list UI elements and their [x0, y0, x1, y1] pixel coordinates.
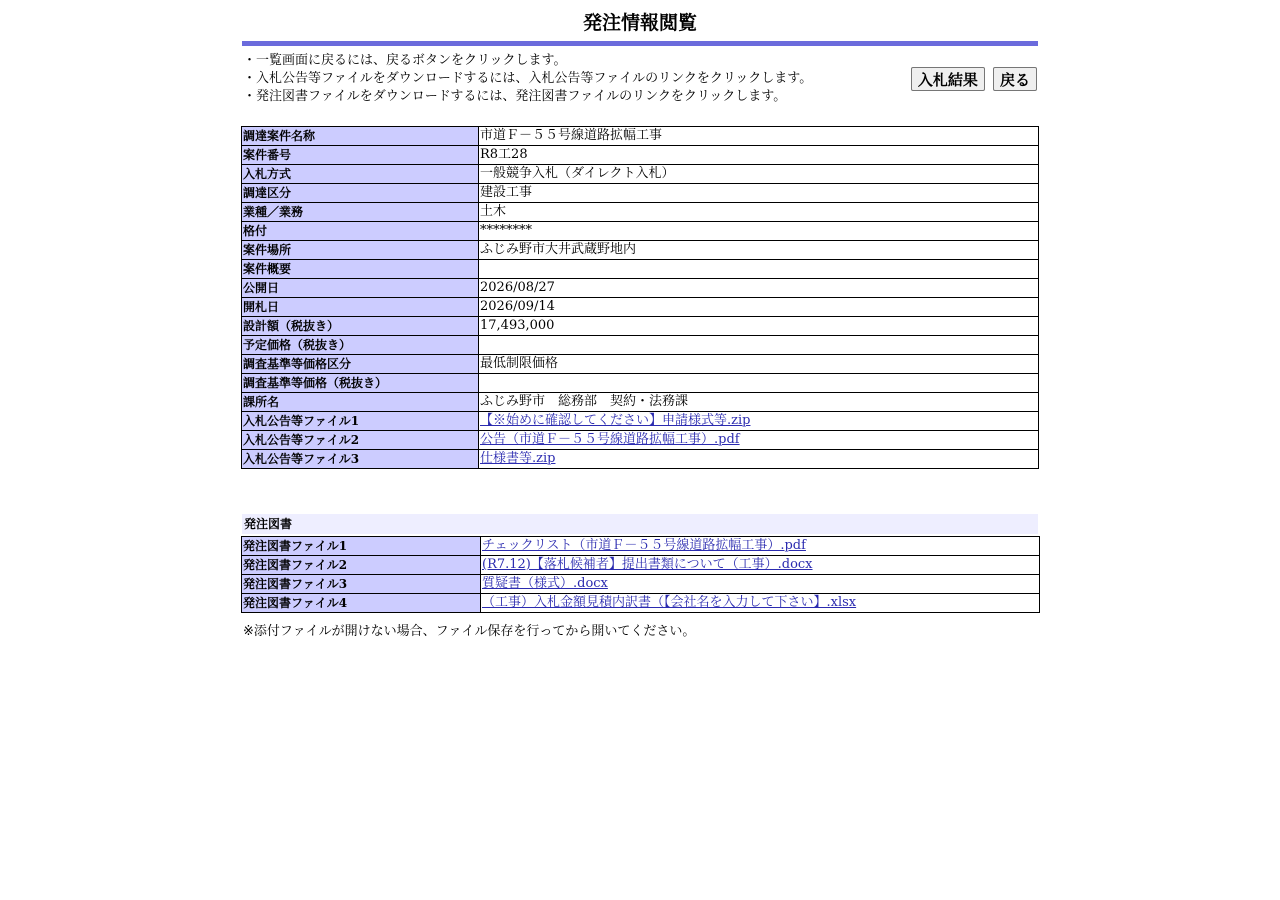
table-row	[242, 222, 1039, 241]
row-label: 予定価格（税抜き）	[242, 336, 479, 355]
case-info-table	[241, 126, 1039, 469]
row-label: 案件番号	[242, 146, 479, 165]
table-row	[242, 450, 1039, 469]
row-label: 調達案件名称	[242, 127, 479, 146]
row-label: 発注図書ファイル1	[242, 537, 481, 556]
table-row	[242, 431, 1039, 450]
table-row	[242, 260, 1039, 279]
row-label: 設計額（税抜き）	[242, 317, 479, 336]
row-label: 調達区分	[242, 184, 479, 203]
title-divider	[242, 41, 1038, 46]
row-value: 2026/08/27	[479, 279, 1039, 298]
row-label: 入札方式	[242, 165, 479, 184]
drawings-section-heading: 発注図書	[242, 514, 1038, 534]
row-label: 調査基準等価格（税抜き）	[242, 374, 479, 393]
row-label: 調査基準等価格区分	[242, 355, 479, 374]
row-value: ********	[479, 222, 1039, 241]
page-container	[241, 0, 1039, 639]
table-row	[242, 203, 1039, 222]
row-value	[479, 260, 1039, 279]
row-value	[479, 336, 1039, 355]
row-label: 開札日	[242, 298, 479, 317]
table-row	[242, 298, 1039, 317]
table-row	[242, 537, 1040, 556]
row-label: 業種／業務	[242, 203, 479, 222]
table-row	[242, 317, 1039, 336]
row-value: 2026/09/14	[479, 298, 1039, 317]
row-label: 入札公告等ファイル3	[242, 450, 479, 469]
row-value: 市道Ｆ－５５号線道路拡幅工事	[479, 127, 1039, 146]
row-value	[479, 374, 1039, 393]
row-label: 入札公告等ファイル1	[242, 412, 479, 431]
row-label: 発注図書ファイル4	[242, 594, 481, 613]
table-row	[242, 336, 1039, 355]
table-row	[242, 165, 1039, 184]
row-label: 課所名	[242, 393, 479, 412]
instructions	[243, 52, 812, 106]
back-button[interactable]: 戻る	[993, 67, 1037, 91]
row-label: 案件概要	[242, 260, 479, 279]
footer-note: ※添付ファイルが開けない場合、ファイル保存を行ってから開いてください。	[243, 624, 696, 639]
row-label: 格付	[242, 222, 479, 241]
table-row	[242, 374, 1039, 393]
row-value: 一般競争入札（ダイレクト入札）	[479, 165, 1039, 184]
row-label: 発注図書ファイル2	[242, 556, 481, 575]
drawings-table	[241, 536, 1040, 613]
action-buttons	[908, 67, 1037, 91]
drawing-file-link-4[interactable]: （工事）入札金額見積内訳書（【会社名を入力して下さい】.xlsx	[482, 595, 857, 610]
drawing-file-link-2[interactable]: (R7.12)【落札候補者】提出書類について（工事）.docx	[482, 557, 813, 572]
drawing-file-link-3[interactable]: 質疑書（様式）.docx	[482, 576, 608, 591]
row-value: 17,493,000	[479, 317, 1039, 336]
table-row	[242, 146, 1039, 165]
table-row	[242, 127, 1039, 146]
table-row	[242, 556, 1040, 575]
row-value: R8工28	[479, 146, 1039, 165]
row-label: 案件場所	[242, 241, 479, 260]
page-title: 発注情報閲覧	[582, 12, 697, 34]
row-value: 最低制限価格	[479, 355, 1039, 374]
row-label: 発注図書ファイル3	[242, 575, 481, 594]
notice-file-link-2[interactable]: 公告（市道Ｆ－５５号線道路拡幅工事）.pdf	[480, 432, 740, 447]
notice-file-link-1[interactable]: 【※始めに確認してください】申請様式等.zip	[480, 413, 751, 428]
table-row	[242, 184, 1039, 203]
bid-results-button[interactable]: 入札結果	[911, 67, 985, 91]
table-row	[242, 279, 1039, 298]
instruction-line: ・発注図書ファイルをダウンロードするには、発注図書ファイルのリンクをクリックします。	[243, 89, 787, 104]
row-label: 公開日	[242, 279, 479, 298]
table-row	[242, 575, 1040, 594]
row-value: ふじみ野市 総務部 契約・法務課	[479, 393, 1039, 412]
row-label: 入札公告等ファイル2	[242, 431, 479, 450]
table-row	[242, 241, 1039, 260]
table-row	[242, 393, 1039, 412]
row-value: 建設工事	[479, 184, 1039, 203]
row-value: ふじみ野市大井武蔵野地内	[479, 241, 1039, 260]
instruction-line: ・入札公告等ファイルをダウンロードするには、入札公告等ファイルのリンクをクリックします。	[243, 71, 813, 86]
instruction-line: ・一覧画面に戻るには、戻るボタンをクリックします。	[243, 53, 567, 68]
table-row	[242, 355, 1039, 374]
notice-file-link-3[interactable]: 仕様書等.zip	[480, 451, 556, 466]
table-row	[242, 412, 1039, 431]
drawing-file-link-1[interactable]: チェックリスト（市道Ｆ－５５号線道路拡幅工事）.pdf	[482, 538, 806, 553]
row-value: 土木	[479, 203, 1039, 222]
table-row	[242, 594, 1040, 613]
